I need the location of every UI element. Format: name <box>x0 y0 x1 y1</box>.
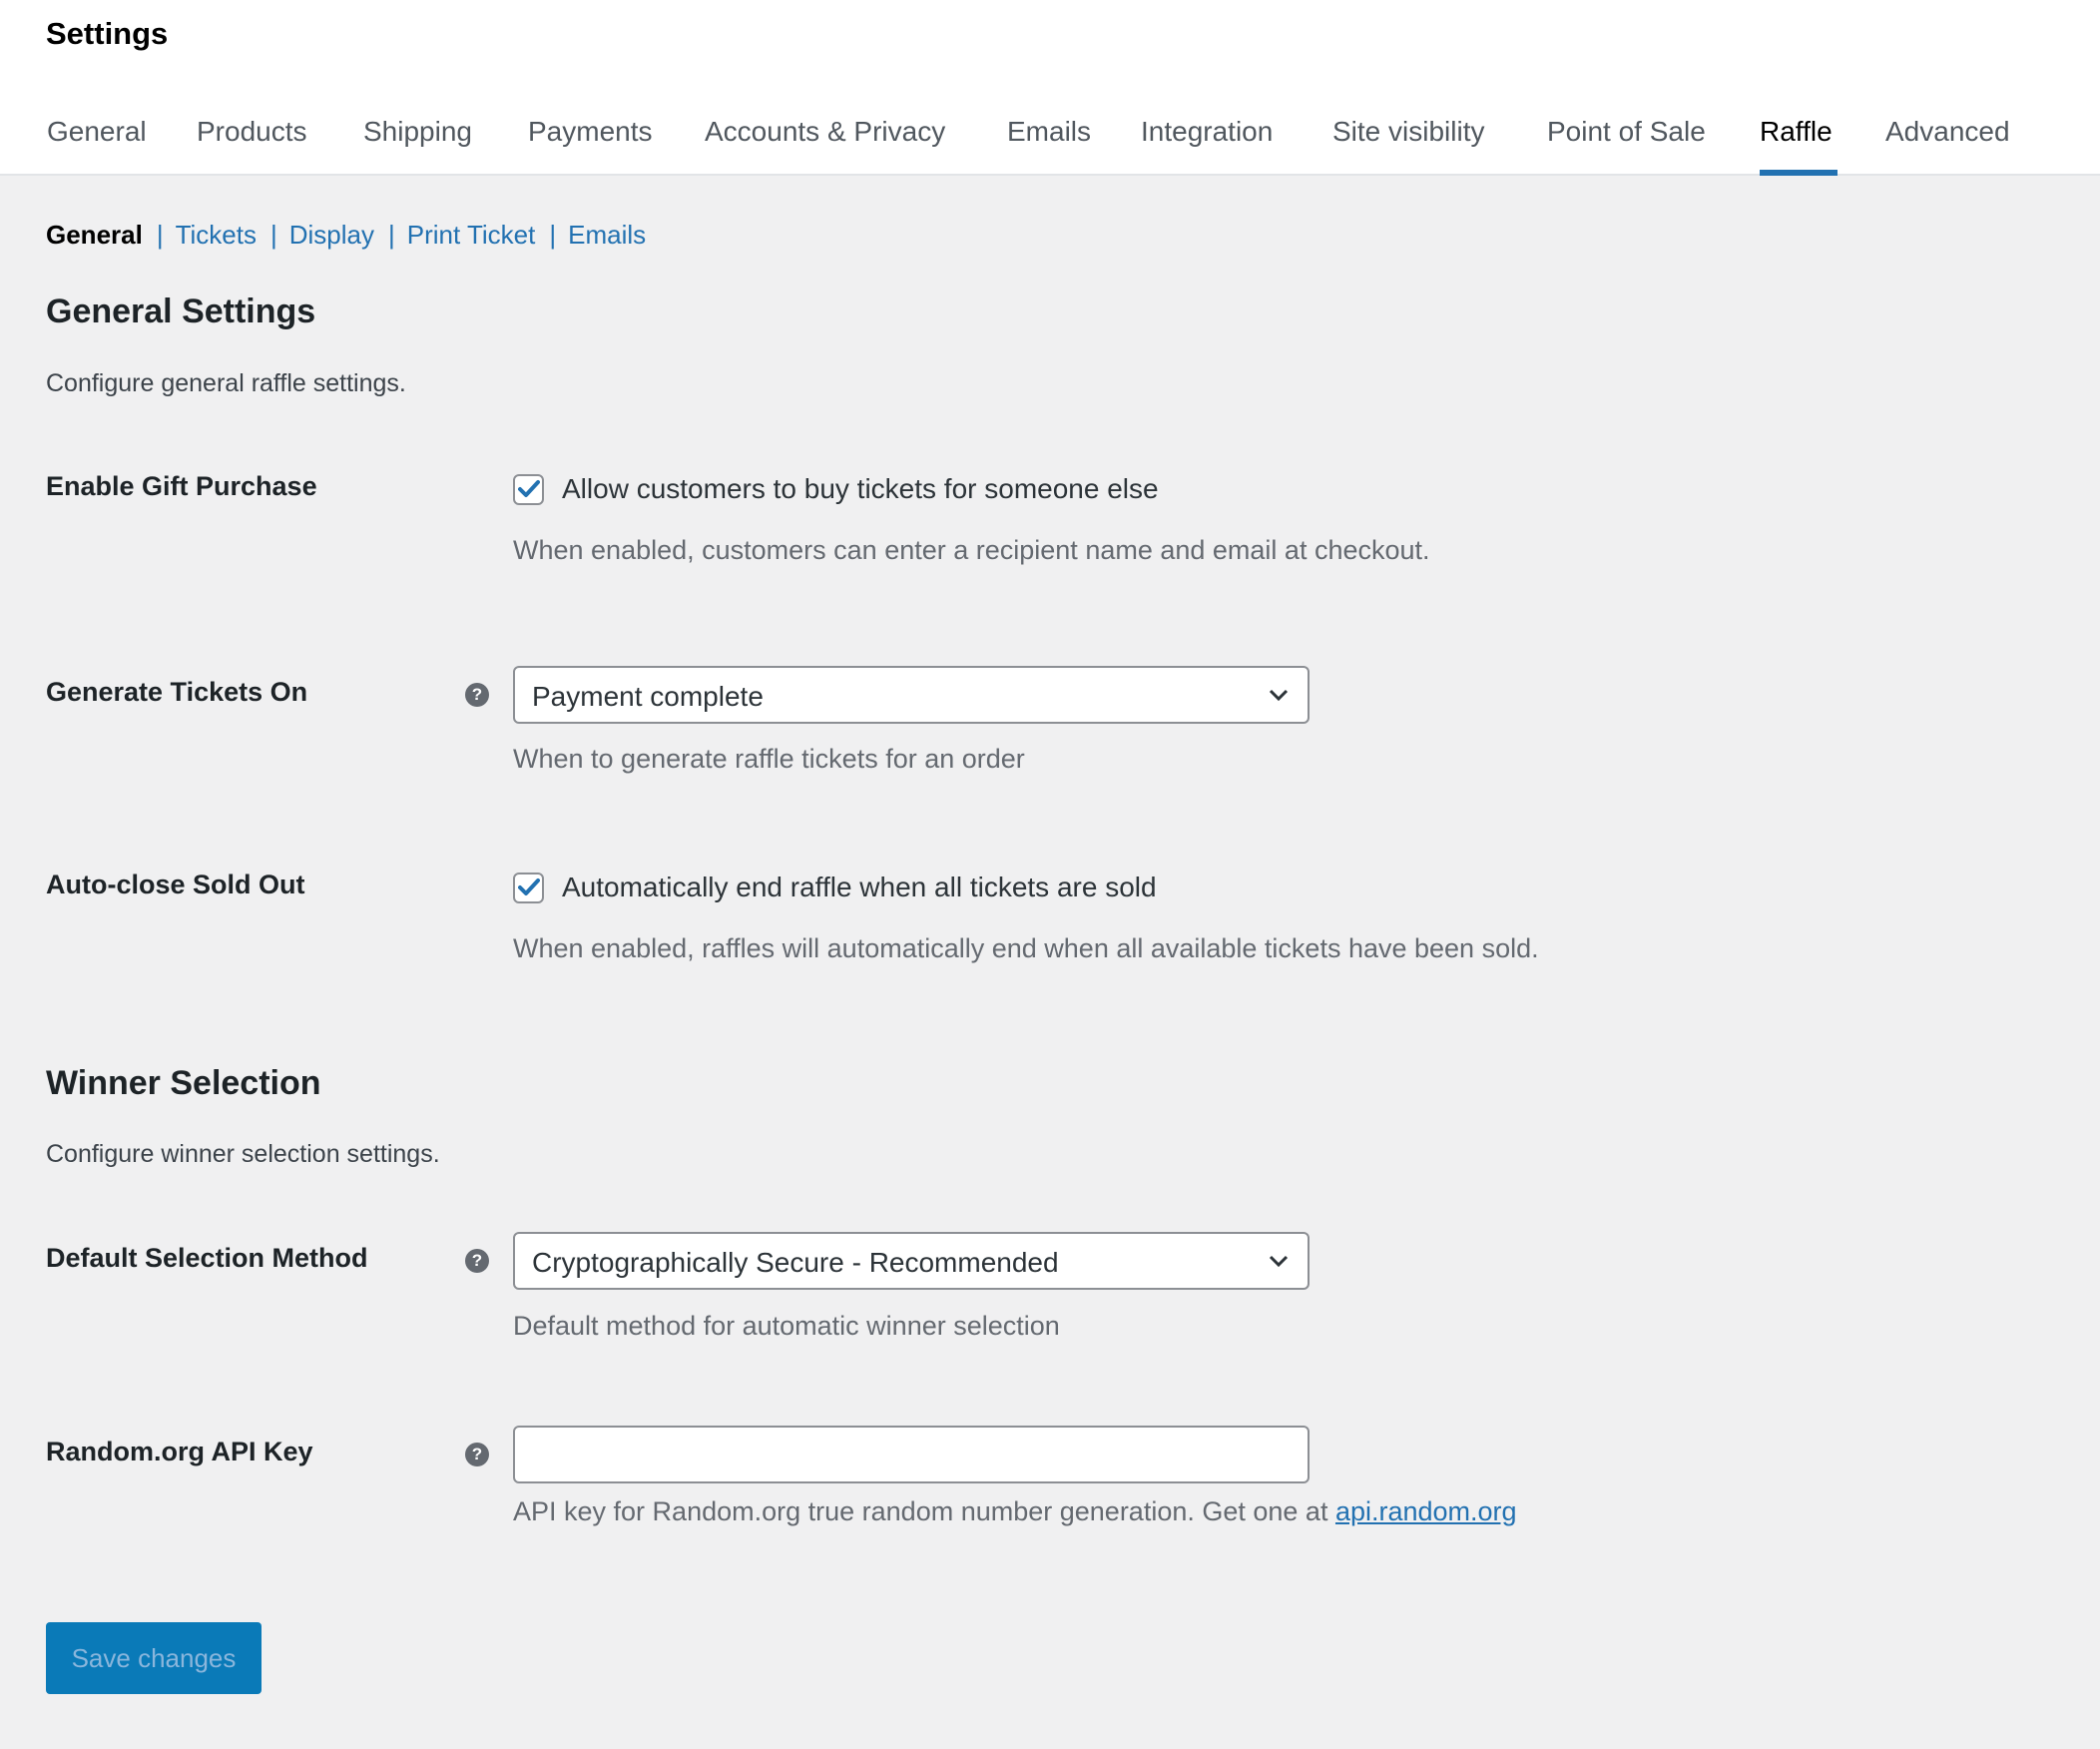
winner-selection-heading: Winner Selection <box>46 1064 321 1102</box>
gift-purchase-checkbox[interactable] <box>513 474 544 505</box>
api-key-description <box>513 1496 1517 1527</box>
tab-site-visibility[interactable]: Site visibility <box>1332 116 1485 147</box>
tab-point-of-sale[interactable]: Point of Sale <box>1547 116 1706 147</box>
tab-emails[interactable]: Emails <box>1007 116 1092 147</box>
tab-accounts-privacy[interactable]: Accounts & Privacy <box>705 116 946 147</box>
selection-method-value: Cryptographically Secure - Recommended <box>532 1247 1059 1278</box>
subnav-separator: | <box>388 220 395 250</box>
gift-purchase-checkbox-label: Allow customers to buy tickets for someone else <box>562 473 1159 504</box>
subnav-separator: | <box>156 220 164 250</box>
settings-header <box>0 0 2100 176</box>
general-settings-intro: Configure general raffle settings. <box>46 369 406 397</box>
general-settings-heading: General Settings <box>46 292 316 330</box>
checkmark-icon <box>518 479 540 499</box>
tab-raffle[interactable]: Raffle <box>1760 116 1833 147</box>
selection-method-label: Default Selection Method <box>46 1243 368 1273</box>
subnav-tickets[interactable]: Tickets <box>175 220 257 250</box>
selection-method-description: Default method for automatic winner selection <box>513 1311 1060 1341</box>
generate-tickets-description: When to generate raffle tickets for an order <box>513 744 1025 774</box>
chevron-down-icon <box>1268 1253 1290 1269</box>
auto-close-checkbox-label: Automatically end raffle when all tickets are sold <box>562 872 1157 902</box>
generate-tickets-select[interactable] <box>513 666 1310 724</box>
api-key-description-text: API key for Random.org true random number generation. Get one at <box>513 1496 1335 1526</box>
help-icon[interactable]: ? <box>465 1249 489 1273</box>
tab-general[interactable]: General <box>47 116 147 147</box>
chevron-down-icon <box>1268 687 1290 703</box>
selection-method-select[interactable] <box>513 1232 1310 1290</box>
tab-integration[interactable]: Integration <box>1141 116 1274 147</box>
auto-close-label: Auto-close Sold Out <box>46 870 305 899</box>
subnav-print-ticket[interactable]: Print Ticket <box>406 220 536 250</box>
api-random-org-link[interactable]: api.random.org <box>1334 1496 1517 1526</box>
help-icon[interactable]: ? <box>465 683 489 707</box>
subnav-display[interactable]: Display <box>288 220 374 250</box>
gift-purchase-label: Enable Gift Purchase <box>46 471 317 501</box>
api-key-label: Random.org API Key <box>46 1437 313 1466</box>
page-title: Settings <box>46 16 169 51</box>
save-changes-button[interactable]: Save changes <box>46 1622 262 1694</box>
generate-tickets-label: Generate Tickets On <box>46 677 308 707</box>
auto-close-checkbox[interactable] <box>513 873 544 903</box>
help-icon[interactable]: ? <box>465 1443 489 1466</box>
section-subnav <box>46 220 646 251</box>
active-tab-indicator <box>1760 170 1838 176</box>
tab-payments[interactable]: Payments <box>528 116 653 147</box>
api-key-field[interactable] <box>513 1426 1310 1483</box>
subnav-general[interactable]: General <box>46 220 143 250</box>
auto-close-row <box>513 872 1157 903</box>
auto-close-description: When enabled, raffles will automatically end when all available tickets have been sold. <box>513 933 1539 963</box>
winner-selection-intro: Configure winner selection settings. <box>46 1140 440 1168</box>
tab-shipping[interactable]: Shipping <box>363 116 472 147</box>
api-key-input[interactable] <box>515 1428 1308 1481</box>
generate-tickets-value: Payment complete <box>532 681 764 712</box>
tab-advanced[interactable]: Advanced <box>1885 116 2010 147</box>
subnav-separator: | <box>269 220 277 250</box>
checkmark-icon <box>518 877 540 897</box>
subnav-separator: | <box>549 220 557 250</box>
gift-purchase-description: When enabled, customers can enter a recipient name and email at checkout. <box>513 535 1430 565</box>
gift-purchase-row <box>513 473 1159 505</box>
tab-products[interactable]: Products <box>197 116 307 147</box>
subnav-emails[interactable]: Emails <box>568 220 647 250</box>
